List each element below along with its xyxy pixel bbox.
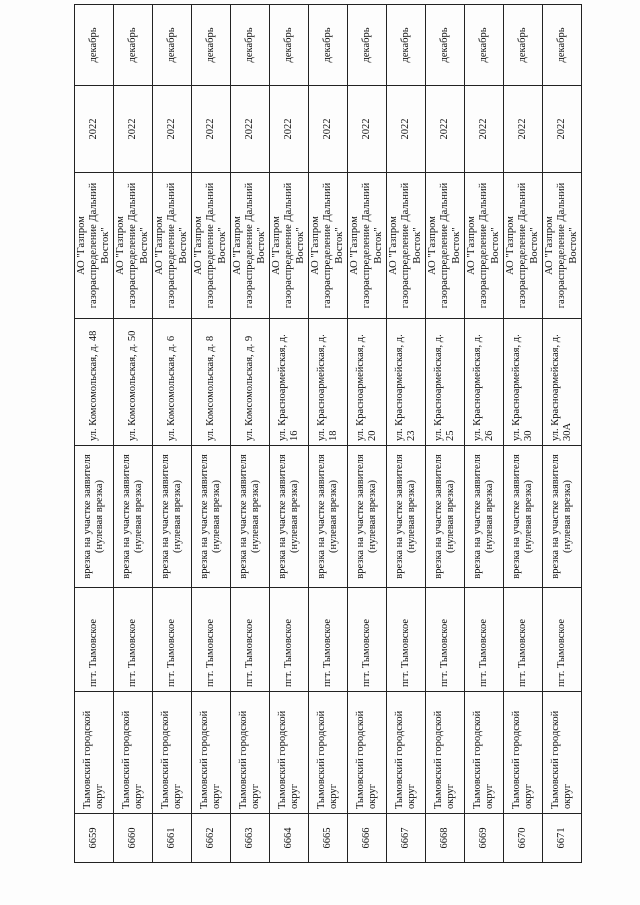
work-type-cell: врезка на участке заявителя (нулевая врезка) — [348, 446, 387, 588]
table-row — [114, 5, 153, 863]
row-number: 6665 — [309, 814, 348, 863]
year-cell: 2022 — [543, 86, 582, 173]
address-cell: ул. Комсомольская, д. 8 — [192, 319, 231, 446]
work-type-cell: врезка на участке заявителя (нулевая врезка) — [504, 446, 543, 588]
address-cell: ул. Красноармейская, д. 23 — [387, 319, 426, 446]
table-body — [75, 5, 582, 863]
organization-cell: АО "Газпром газораспределение Дальний Восток" — [153, 173, 192, 319]
work-type-cell: врезка на участке заявителя (нулевая врезка) — [153, 446, 192, 588]
locality-cell: пгт. Тымовское — [465, 588, 504, 692]
row-number: 6663 — [231, 814, 270, 863]
month-cell: декабрь — [153, 5, 192, 86]
table-row — [348, 5, 387, 863]
month-cell: декабрь — [231, 5, 270, 86]
year-cell: 2022 — [504, 86, 543, 173]
month-cell: декабрь — [465, 5, 504, 86]
gas-connection-table — [74, 4, 582, 863]
month-cell: декабрь — [114, 5, 153, 86]
organization-cell: АО "Газпром газораспределение Дальний Восток" — [504, 173, 543, 319]
row-number: 6667 — [387, 814, 426, 863]
district-cell: Тымовский городской округ — [231, 692, 270, 814]
month-cell: декабрь — [348, 5, 387, 86]
locality-cell: пгт. Тымовское — [75, 588, 114, 692]
year-cell: 2022 — [387, 86, 426, 173]
locality-cell: пгт. Тымовское — [192, 588, 231, 692]
address-cell: ул. Красноармейская, д. 20 — [348, 319, 387, 446]
organization-cell: АО "Газпром газораспределение Дальний Восток" — [231, 173, 270, 319]
work-type-cell: врезка на участке заявителя (нулевая врезка) — [426, 446, 465, 588]
district-cell: Тымовский городской округ — [309, 692, 348, 814]
work-type-cell: врезка на участке заявителя (нулевая врезка) — [543, 446, 582, 588]
year-cell: 2022 — [231, 86, 270, 173]
year-cell: 2022 — [192, 86, 231, 173]
month-cell: декабрь — [270, 5, 309, 86]
address-cell: ул. Красноармейская, д. 18 — [309, 319, 348, 446]
work-type-cell: врезка на участке заявителя (нулевая врезка) — [309, 446, 348, 588]
row-number: 6668 — [426, 814, 465, 863]
row-number: 6661 — [153, 814, 192, 863]
locality-cell: пгт. Тымовское — [504, 588, 543, 692]
month-cell: декабрь — [192, 5, 231, 86]
locality-cell: пгт. Тымовское — [270, 588, 309, 692]
locality-cell: пгт. Тымовское — [153, 588, 192, 692]
organization-cell: АО "Газпром газораспределение Дальний Восток" — [543, 173, 582, 319]
year-cell: 2022 — [426, 86, 465, 173]
locality-cell: пгт. Тымовское — [231, 588, 270, 692]
organization-cell: АО "Газпром газораспределение Дальний Восток" — [309, 173, 348, 319]
district-cell: Тымовский городской округ — [270, 692, 309, 814]
work-type-cell: врезка на участке заявителя (нулевая врезка) — [231, 446, 270, 588]
row-number: 6671 — [543, 814, 582, 863]
district-cell: Тымовский городской округ — [504, 692, 543, 814]
table-row — [231, 5, 270, 863]
row-number: 6660 — [114, 814, 153, 863]
year-cell: 2022 — [309, 86, 348, 173]
row-number: 6670 — [504, 814, 543, 863]
table-row — [309, 5, 348, 863]
district-cell: Тымовский городской округ — [153, 692, 192, 814]
table-row — [387, 5, 426, 863]
district-cell: Тымовский городской округ — [465, 692, 504, 814]
organization-cell: АО "Газпром газораспределение Дальний Восток" — [465, 173, 504, 319]
month-cell: декабрь — [426, 5, 465, 86]
table-row — [75, 5, 114, 863]
locality-cell: пгт. Тымовское — [426, 588, 465, 692]
table-row — [504, 5, 543, 863]
table-row — [270, 5, 309, 863]
address-cell: ул. Комсомольская, д. 9 — [231, 319, 270, 446]
work-type-cell: врезка на участке заявителя (нулевая врезка) — [465, 446, 504, 588]
month-cell: декабрь — [543, 5, 582, 86]
row-number: 6662 — [192, 814, 231, 863]
year-cell: 2022 — [75, 86, 114, 173]
organization-cell: АО "Газпром газораспределение Дальний Восток" — [192, 173, 231, 319]
organization-cell: АО "Газпром газораспределение Дальний Восток" — [75, 173, 114, 319]
rotated-table-container — [74, 27, 579, 863]
organization-cell: АО "Газпром газораспределение Дальний Восток" — [426, 173, 465, 319]
district-cell: Тымовский городской округ — [543, 692, 582, 814]
table-row — [426, 5, 465, 863]
month-cell: декабрь — [75, 5, 114, 86]
address-cell: ул. Красноармейская, д. 26 — [465, 319, 504, 446]
district-cell: Тымовский городской округ — [75, 692, 114, 814]
organization-cell: АО "Газпром газораспределение Дальний Восток" — [387, 173, 426, 319]
row-number: 6664 — [270, 814, 309, 863]
row-number: 6669 — [465, 814, 504, 863]
address-cell: ул. Комсомольская, д. 48 — [75, 319, 114, 446]
work-type-cell: врезка на участке заявителя (нулевая врезка) — [192, 446, 231, 588]
address-cell: ул. Красноармейская, д. 30 — [504, 319, 543, 446]
table-row — [543, 5, 582, 863]
work-type-cell: врезка на участке заявителя (нулевая врезка) — [114, 446, 153, 588]
locality-cell: пгт. Тымовское — [543, 588, 582, 692]
organization-cell: АО "Газпром газораспределение Дальний Восток" — [348, 173, 387, 319]
month-cell: декабрь — [504, 5, 543, 86]
row-number: 6666 — [348, 814, 387, 863]
district-cell: Тымовский городской округ — [387, 692, 426, 814]
address-cell: ул. Красноармейская, д. 16 — [270, 319, 309, 446]
month-cell: декабрь — [309, 5, 348, 86]
district-cell: Тымовский городской округ — [348, 692, 387, 814]
year-cell: 2022 — [270, 86, 309, 173]
address-cell: ул. Красноармейская, д. 30А — [543, 319, 582, 446]
locality-cell: пгт. Тымовское — [387, 588, 426, 692]
organization-cell: АО "Газпром газораспределение Дальний Восток" — [114, 173, 153, 319]
address-cell: ул. Красноармейская, д. 25 — [426, 319, 465, 446]
work-type-cell: врезка на участке заявителя (нулевая врезка) — [270, 446, 309, 588]
year-cell: 2022 — [465, 86, 504, 173]
year-cell: 2022 — [348, 86, 387, 173]
district-cell: Тымовский городской округ — [426, 692, 465, 814]
table-row — [465, 5, 504, 863]
address-cell: ул. Комсомольская, д. 6 — [153, 319, 192, 446]
district-cell: Тымовский городской округ — [192, 692, 231, 814]
year-cell: 2022 — [114, 86, 153, 173]
work-type-cell: врезка на участке заявителя (нулевая врезка) — [387, 446, 426, 588]
locality-cell: пгт. Тымовское — [348, 588, 387, 692]
organization-cell: АО "Газпром газораспределение Дальний Восток" — [270, 173, 309, 319]
work-type-cell: врезка на участке заявителя (нулевая врезка) — [75, 446, 114, 588]
district-cell: Тымовский городской округ — [114, 692, 153, 814]
locality-cell: пгт. Тымовское — [309, 588, 348, 692]
address-cell: ул. Комсомольская, д. 50 — [114, 319, 153, 446]
year-cell: 2022 — [153, 86, 192, 173]
month-cell: декабрь — [387, 5, 426, 86]
table-row — [153, 5, 192, 863]
row-number: 6659 — [75, 814, 114, 863]
locality-cell: пгт. Тымовское — [114, 588, 153, 692]
table-row — [192, 5, 231, 863]
